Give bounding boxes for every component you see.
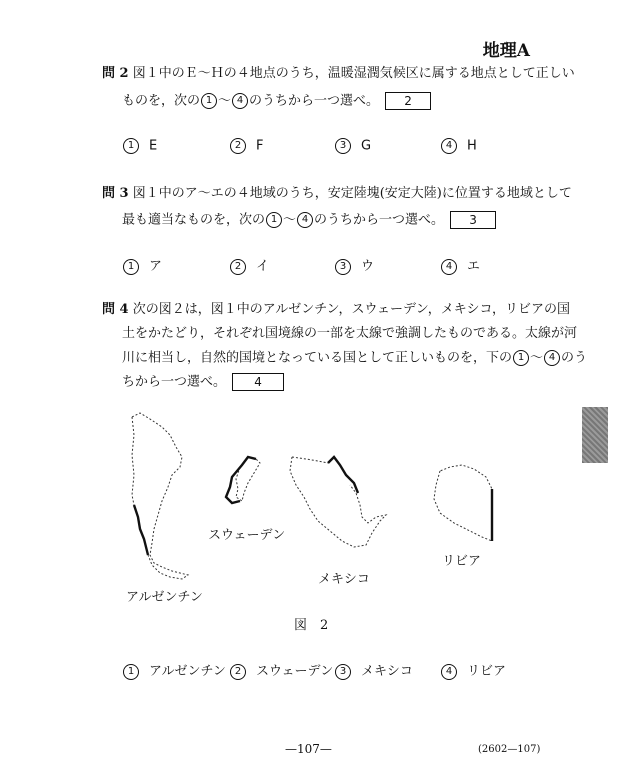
subject-title: 地理A: [482, 41, 530, 61]
q4-choice-1[interactable]: [122, 660, 226, 680]
q4-choice-3[interactable]: [334, 660, 413, 680]
choice-text: G: [361, 138, 372, 154]
range-separator: ～: [530, 350, 544, 366]
choice-text: メキシコ: [361, 664, 413, 679]
q4-text-line3-post: のう: [561, 350, 588, 366]
q3-line2: [122, 211, 496, 229]
figure-caption: 図 2: [294, 618, 329, 633]
choice-number: 3: [335, 259, 351, 275]
q2-text-line1: 図１中のＥ～Ｈの４地点のうち，温暖湿潤気候区に属する地点として正しい: [132, 66, 575, 81]
q3-text-line1: 図１中のア～エの４地域のうち，安定陸塊(安定大陸)に位置する地域として: [132, 186, 572, 201]
choice-text: スウェーデン: [256, 664, 334, 679]
range-start-marker: 1: [513, 350, 529, 366]
choice-text: F: [256, 138, 264, 154]
q3-choice-3[interactable]: [334, 255, 374, 275]
q2-choice-3[interactable]: [334, 138, 371, 154]
q4-answer-box[interactable]: 4: [232, 373, 284, 391]
choice-number: 4: [441, 664, 457, 680]
choice-text: H: [467, 138, 477, 154]
q4-text-line3-pre: 川に相当し，自然的国境となっている国として正しいものを，下の: [122, 350, 513, 366]
map-label-mexico: メキシコ: [318, 572, 370, 587]
q3-text-line2-post: のうちから一つ選べ。: [314, 212, 445, 228]
choice-number: 3: [335, 664, 351, 680]
q4-line4: [122, 373, 284, 391]
q2-choice-2[interactable]: [229, 138, 263, 154]
q2-number: 問 2: [102, 66, 129, 81]
range-start-marker: 1: [201, 93, 217, 109]
choice-text: ア: [149, 259, 163, 274]
q2-line1: [102, 66, 575, 82]
choice-number: 2: [230, 138, 246, 154]
argentina-outline: [132, 413, 188, 579]
choice-text: イ: [256, 259, 270, 274]
choice-number: 1: [123, 664, 139, 680]
section-tab: [582, 407, 608, 463]
choice-text: ウ: [361, 259, 375, 274]
q2-choice-4[interactable]: [440, 138, 477, 154]
map-label-sweden: スウェーデン: [208, 528, 286, 543]
q3-choice-1[interactable]: [122, 255, 162, 275]
q3-number: 問 3: [102, 186, 129, 201]
choice-text: エ: [467, 259, 481, 274]
map-label-libya: リビア: [442, 554, 482, 569]
range-separator: ～: [218, 93, 232, 109]
range-start-marker: 1: [266, 212, 282, 228]
libya-outline: [434, 465, 492, 541]
q4-text-line1: 次の図２は，図１中のアルゼンチン，スウェーデン，メキシコ，リビアの国: [132, 302, 571, 317]
q2-text-line2-post: のうちから一つ選べ。: [249, 93, 380, 109]
map-label-argentina: アルゼンチン: [126, 590, 203, 605]
range-end-marker: 4: [544, 350, 560, 366]
q4-number: 問 4: [102, 302, 129, 317]
q4-choice-2[interactable]: [229, 660, 333, 680]
range-separator: ～: [283, 212, 297, 228]
choice-text: アルゼンチン: [149, 664, 226, 679]
q3-choice-2[interactable]: [229, 255, 269, 275]
range-end-marker: 4: [232, 93, 248, 109]
q2-line2: [122, 92, 431, 110]
q3-answer-box[interactable]: 3: [450, 211, 496, 229]
choice-text: E: [149, 138, 158, 154]
range-end-marker: 4: [297, 212, 313, 228]
choice-text: リビア: [467, 664, 507, 679]
q3-text-line2-pre: 最も適当なものを，次の: [122, 212, 266, 228]
choice-number: 2: [230, 664, 246, 680]
choice-number: 2: [230, 259, 246, 275]
page-code: (2602—107): [478, 744, 541, 755]
mexico-outline: [290, 457, 386, 547]
choice-number: 4: [441, 138, 457, 154]
q2-answer-box[interactable]: 2: [385, 92, 431, 110]
q4-choice-4[interactable]: [440, 660, 506, 680]
q4-text-line4: ちから一つ選べ。: [122, 374, 227, 390]
choice-number: 1: [123, 138, 139, 154]
q4-line3: [122, 350, 587, 367]
q4-line1: [102, 302, 570, 318]
sweden-outline: [226, 457, 260, 503]
q4-line2: 土をかたどり，それぞれ国境線の一部を太線で強調したものである。太線が河: [122, 326, 578, 341]
choice-number: 1: [123, 259, 139, 275]
q3-choice-4[interactable]: [440, 255, 480, 275]
choice-number: 3: [335, 138, 351, 154]
page-number: —107—: [285, 742, 332, 756]
q2-text-line2-pre: ものを，次の: [122, 93, 201, 109]
q3-line1: [102, 186, 572, 202]
q2-choice-1[interactable]: [122, 138, 157, 154]
choice-number: 4: [441, 259, 457, 275]
